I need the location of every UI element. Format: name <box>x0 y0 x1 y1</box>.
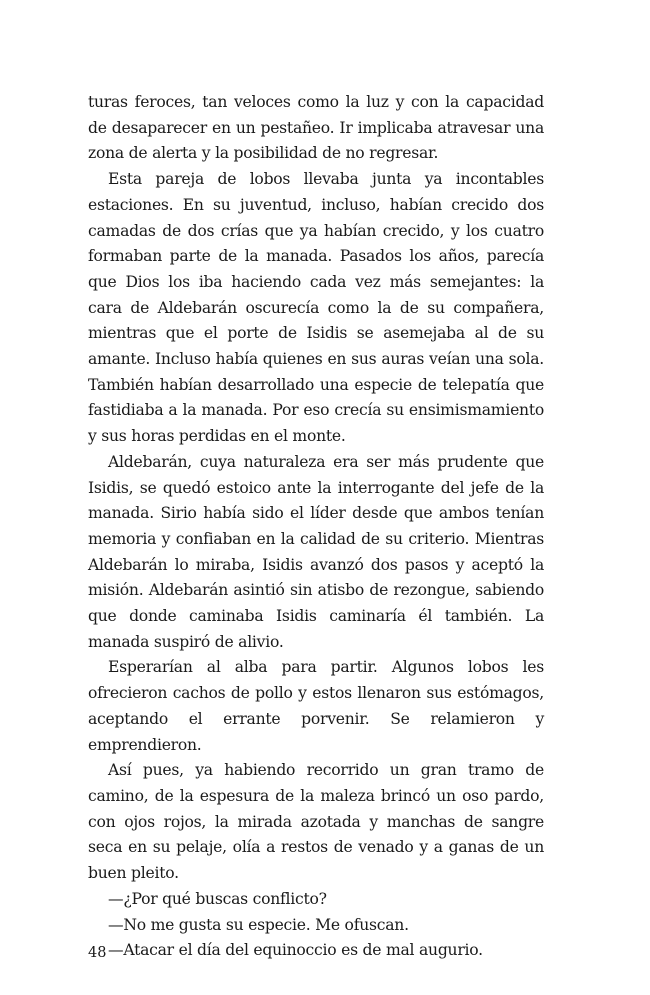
paragraph-3: Aldebarán, cuya naturaleza era ser más prudente que Isidis, se quedó estoico ante la interrogante del jefe de la manada. Sirio había sido el líder desde que ambos tenían memoria y confiaban en la calidad de su criterio. Mientras Aldebarán lo miraba, Isidis avanzó dos pasos y aceptó la misión. Aldebarán asintió sin atisbo de rezongue, sabiendo que donde caminaba Isidis caminaría él también. La manada suspiró de alivio. <box>88 452 544 651</box>
dialogue-line-2: —No me gusta su especie. Me ofuscan. <box>108 915 409 934</box>
page-number: 48 <box>88 945 107 961</box>
paragraph-5: Así pues, ya habiendo recorrido un gran tramo de camino, de la espesura de la maleza brincó un oso pardo, con ojos rojos, la mirada azotada y manchas de sangre seca en su pelaje, olía a restos de venado y a ganas de un buen pleito. <box>88 761 544 883</box>
paragraph-1: turas feroces, tan veloces como la luz y con la capacidad de desaparecer en un pestañeo. Ir implicaba atravesar una zona de alerta y la posibilidad de no regresar. <box>88 93 544 163</box>
paragraph-4: Esperarían al alba para partir. Algunos lobos les ofrecieron cachos de pollo y estos llenaron sus estómagos, aceptando el errante porvenir. Se relamieron y emprendieron. <box>88 658 544 754</box>
body-text <box>88 90 544 964</box>
paragraph-2: Esta pareja de lobos llevaba junta ya incontables estaciones. En su juventud, incluso, habían crecido dos camadas de dos crías que ya habían crecido, y los cuatro formaban parte de la manada. Pasados los años, parecía que Dios los iba haciendo cada vez más semejantes: la cara de Aldebarán oscurecía como la de su compañera, mientras que el porte de Isidis se asemejaba al de su amante. Incluso había quienes en sus auras veían una sola. También habían desarrollado una especie de telepatía que fastidiaba a la manada. Por eso crecía su ensimismamiento y sus horas perdidas en el monte. <box>88 170 544 446</box>
dialogue-line-1: —¿Por qué buscas conflicto? <box>108 889 327 908</box>
dialogue-line-3: —Atacar el día del equinoccio es de mal augurio. <box>108 941 483 960</box>
